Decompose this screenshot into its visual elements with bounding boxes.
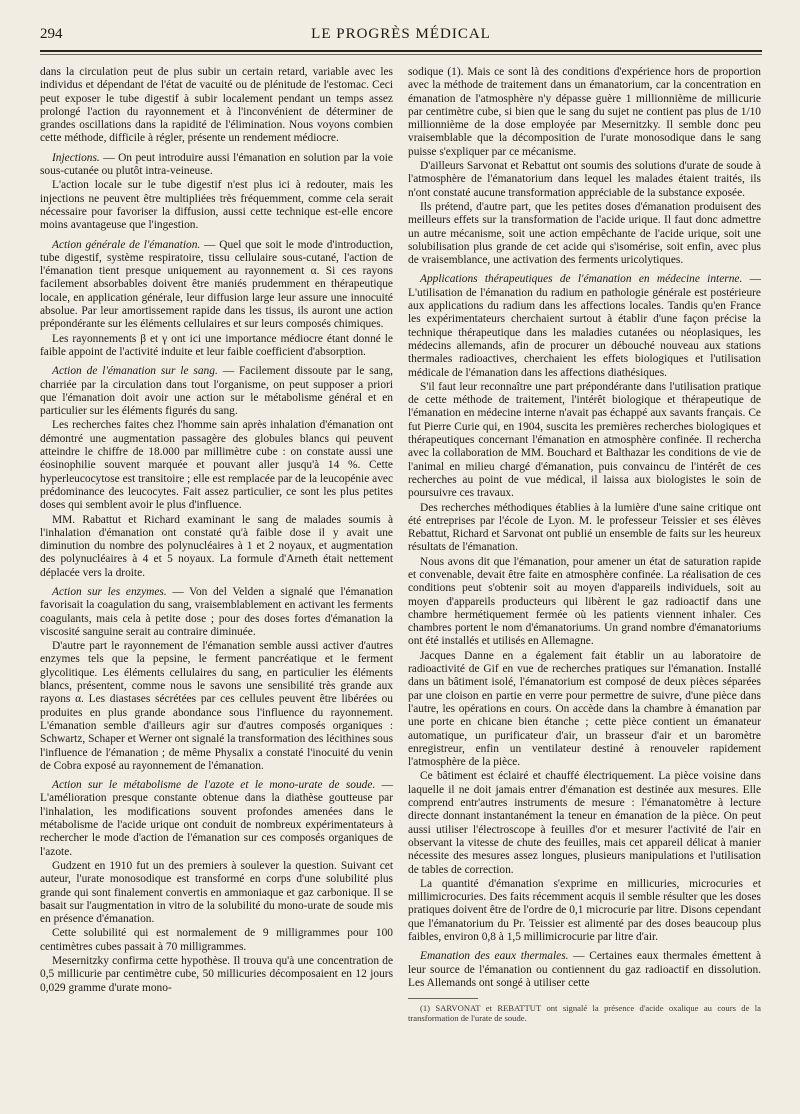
section-heading: Injections. bbox=[52, 151, 100, 164]
paragraph-text: Des recherches méthodiques établies à la lumière d'une saine critique ont été entreprises par l'école de Lyon. M. le professeur Teissier et ses élèves Rebattut, Richard et Sarvonat ont publié un ensemble de faits sur les heureux résultats de l'émanation. bbox=[408, 501, 761, 554]
journal-title: LE PROGRÈS MÉDICAL bbox=[311, 26, 491, 42]
paragraph-text: — Von del Velden a signalé que l'émanation favorisait la coagulation du sang, vraisemblablement en activant les ferments coagulants, mais cela à petite dose ; pour des doses fortes d'émanation la viscosité sanguine serait au contraire diminuée. bbox=[40, 585, 393, 638]
paragraph bbox=[40, 365, 393, 418]
paragraph bbox=[40, 779, 393, 859]
footnote: (1) SARVONAT et REBATTUT ont signalé la présence d'acide oxalique au cours de la transformation de l'urate de soude. bbox=[408, 1003, 761, 1024]
section-heading: Applications thérapeutiques de l'émanation en médecine interne. bbox=[420, 273, 743, 286]
paragraph bbox=[408, 950, 761, 990]
paragraph bbox=[408, 66, 761, 159]
paragraph bbox=[40, 333, 393, 360]
paragraph bbox=[408, 878, 761, 944]
paragraph-text: La quantité d'émanation s'exprime en millicuries, microcuries et millimicrocuries. Des faits récemment acquis il semble résulter que les doses pratiques doivent être de l'ordre de 0,1 microcurie par litre. Disons cependant que l'émanatorium du Pr. Teissier est alimenté par des doses beaucoup plus faibles, environ 0,8 à 1,5 millimicrocurie par litre d'air. bbox=[408, 877, 761, 943]
paragraph-text: Ils prétend, d'autre part, que les petites doses d'émanation produisent des meilleurs effets sur la transformation de l'acide urique. Il faut donc admettre un autre mécanisme, soit une action empêchante de l'acide urique, soit une solubilisation plus grande de cet acide qui s'isomérise, soit enfin, avec plus de vraisemblance, une activation des ferments uricolytiques. bbox=[408, 200, 761, 267]
paragraph-text: — L'utilisation de l'émanation du radium en pathologie générale est postérieure aux applications du radium dans les affections locales. Tandis qu'en France les expérimentateurs cherchaient surtout à établir d'une façon précise la technique thérapeutique dans les maladies cutanées ou néoplasiques, les médecins allemands, afin de procurer un débouché nouveau aux stations thermales radioactives, cherchaient les effets biologiques et l'utilisation médicale de l'émanation dans les affections diathésiques. bbox=[408, 273, 761, 379]
paragraph bbox=[40, 927, 393, 954]
paragraph bbox=[40, 66, 393, 146]
footnote-rule bbox=[408, 998, 478, 999]
section-heading: Emanation des eaux thermales. bbox=[420, 950, 569, 963]
paragraph bbox=[408, 556, 761, 649]
page-header bbox=[40, 26, 762, 48]
paragraph bbox=[408, 160, 761, 200]
paragraph bbox=[408, 770, 761, 876]
paragraph-text: — Facilement dissoute par le sang, charriée par la circulation dans tout l'organisme, on peut supposer a priori que l'émanation doit avoir une action sur le métabolisme général et en particulier sur les éléments figurés du sang. bbox=[40, 365, 393, 418]
paragraph bbox=[408, 273, 761, 379]
paragraph-text: L'action locale sur le tube digestif n'est plus ici à redouter, mais les injections ne peuvent être multipliées très fréquemment, comme cela serait nécessaire pour favoriser la diffusion, aussi cette technique est-elle encore moins avantageuse que l'ingestion. bbox=[40, 179, 393, 232]
paragraph-text: Mesernitzky confirma cette hypothèse. Il trouva qu'à une concentration de 0,5 millicurie par centimètre cube, 50 millicuries décomposaient en 12 jours 0,029 gramme d'urate mono- bbox=[40, 955, 393, 994]
paragraph bbox=[408, 502, 761, 555]
paragraph-text: Gudzent en 1910 fut un des premiers à soulever la question. Suivant cet auteur, l'urate monosodique est transformé en corps d'une solubilité plus grande qui sont finalement convertis en ammoniaque et gaz carbonique. Il se basait sur l'augmentation in vitro de la solubilité du mono-urate de soude mis en présence d'émanation. bbox=[40, 859, 393, 926]
section-heading: Action sur les enzymes. bbox=[52, 585, 167, 598]
right-column-body bbox=[408, 66, 761, 990]
paragraph bbox=[40, 955, 393, 995]
paragraph bbox=[40, 239, 393, 332]
section-heading: Action sur le métabolisme de l'azote et le mono-urate de soude. bbox=[52, 779, 376, 792]
page-number: 294 bbox=[40, 26, 63, 42]
paragraph-text: Cette solubilité qui est normalement de 9 milligrammes pour 100 centimètres cubes passait à 70 milligrammes. bbox=[40, 927, 393, 953]
paragraph-text: Ce bâtiment est éclairé et chauffé électriquement. La pièce voisine dans laquelle il ne doit jamais entrer d'émanation est destinée aux mesures. Elle comprend entr'autres instruments de mesure : l'émanatomètre à lecture directe donnant instantanément la teneur en émanation de la pièce. On peut aussi utiliser l'électroscope à feuilles d'or et mesurer l'activité de l'air en observant la vitesse de chute des feuilles, mais cet appareil délicat à manier nécessite des mesures assez longues, plusieurs manipulations et l'utilisation de tables de correction. bbox=[408, 770, 761, 876]
paragraph-text: dans la circulation peut de plus subir un certain retard, variable avec les individus et dépendant de l'état de vacuité ou de plénitude de l'estomac. Ceci peut exposer le tube digestif à subir localement pendant un temps assez prolongé l'action du rayonnement et à l'inconvénient de déterminer de grandes oscillations dans la rapidité de l'élimination. Nous voyons combien cette méthode, difficile à régler, présente un rendement médiocre. bbox=[40, 66, 393, 145]
paragraph bbox=[40, 514, 393, 580]
paragraph-text: MM. Rabattut et Richard examinant le sang de malades soumis à l'inhalation d'émanation ont constaté qu'à faible dose il y avait une diminution du nombre des polynucléaires à 1 et 2 noyaux, et augmentation des polynucléaires à 4 et 5 noyaux. La formule d'Arneth était nettement déplacée vers la droite. bbox=[40, 513, 393, 579]
right-column bbox=[408, 66, 761, 1024]
paragraph bbox=[408, 381, 761, 501]
paragraph-text: Les rayonnements β et γ ont ici une importance médiocre étant donné le faible appoint de l'activité induite et leur faible coefficient d'absorption. bbox=[40, 332, 393, 358]
header-rule-thin bbox=[40, 54, 762, 55]
left-column bbox=[40, 66, 393, 996]
paragraph-text: Nous avons dit que l'émanation, pour amener un état de saturation rapide et convenable, devait être faite en atmosphère confinée. La réalisation de ces conditions peut s'obtenir soit au moyen d'appareils individuels, soit au moyen d'appareils producteurs qui libèrent le gaz radioactif dans une chambre hermétiquement fermée où les patients viennent inhaler. Ces chambres portent le nom d'émanatoriums. Un grand nombre d'émanatoriums ont été installés et utilisés en Allemagne. bbox=[408, 555, 761, 648]
section-heading: Action de l'émanation sur le sang. bbox=[52, 365, 218, 378]
header-rule-thick bbox=[40, 50, 762, 52]
paragraph bbox=[40, 419, 393, 512]
paragraph-text: — Quel que soit le mode d'introduction, tube digestif, système respiratoire, tissu cellulaire sous-cutané, l'action de l'émanation tient presque uniquement au rayonnement α. Si ces rayons facilement absorbables doivent être maniés prudemment en thérapeutique locale, en application générale, leur diffusion large leur assure une innocuité absolue. Par leur amortissement rapide dans les tissus, ils auront une action prépondérante sur les éléments cellulaires et sur leurs composés chimiques. bbox=[40, 238, 394, 331]
paragraph bbox=[408, 650, 761, 770]
paragraph-text: — On peut introduire aussi l'émanation en solution par la voie sous-cutanée ou plutôt intra-veineuse. bbox=[40, 151, 393, 178]
paragraph-text: Jacques Danne en a également fait établir un au laboratoire de radioactivité de Gif en vue de recherches pratiques sur l'émanation. Installé dans un bâtiment isolé, l'émanatorium est composé de deux pièces séparées par une cloison en partie en verre pour permettre de suivre, d'une pièce dans l'autre, les opérations en cours. On accède dans la chambre à émanation par une porte en chicane bien étanche ; cette pièce contient un émanateur automatique, un purificateur d'air, un brasseur d'air et un baromètre enregistreur, enfin un ventilateur destiné à renouveler rapidement l'atmosphère de la pièce. bbox=[408, 649, 761, 769]
paragraph bbox=[40, 640, 393, 773]
paragraph bbox=[40, 586, 393, 639]
paragraph bbox=[40, 860, 393, 926]
paragraph bbox=[40, 179, 393, 232]
paragraph bbox=[408, 201, 761, 267]
paragraph-text: Les recherches faites chez l'homme sain après inhalation d'émanation ont démontré une augmentation passagère des globules blancs qui peuvent atteindre le chiffre de 18.000 par millimètre cube : on constate aussi une éosinophilie souvent marquée et pouvant aller jusqu'à 14 %. Cette hyperleucocytose est transitoire ; elle est remplacée par de la leucopénie avec prédominance des leucocytes. Fait assez particulier, ce sont les plus petites doses qui semblent avoir le plus d'influence. bbox=[40, 419, 393, 512]
paragraph-text: — Certaines eaux thermales émettent à leur source de l'émanation ou contiennent du gaz radioactif en dissolution. Les Allemands ont songé à utiliser cette bbox=[408, 950, 761, 989]
section-heading: Action générale de l'émanation. bbox=[52, 238, 201, 251]
paragraph-text: — L'amélioration presque constante obtenue dans la diathèse goutteuse par l'inhalation, les modifications souvent profondes amenées dans le métabolisme de l'acide urique ont conduit de nombreux expérimentateurs à rechercher le mode d'action de l'émanation sur ces composés organiques de l'azote. bbox=[40, 779, 393, 858]
paragraph-text: D'ailleurs Sarvonat et Rebattut ont soumis des solutions d'urate de soude à l'atmosphère de l'émanatorium dans lequel les malades étaient traités, ils n'ont constaté aucune transformation appréciable de la substance exposée. bbox=[408, 160, 761, 199]
paragraph bbox=[40, 152, 393, 179]
paragraph-text: D'autre part le rayonnement de l'émanation semble aussi activer d'autres enzymes tels que la pepsine, le ferment pancréatique et le ferment glycolitique. Les éléments cellulaires du sang, en particulier les éléments blancs, présentent, comme nous le savons une sensibilité très grande aux rayons α. Les diastases sécrétées par ces cellules peuvent être libérées ou produites en plus grande abondance sous l'influence du rayonnement. L'émanation semble d'ailleurs agir sur d'autres composés organiques : Schwartz, Schaper et Werner ont signalé la transformation des lécithines sous l'influence de l'émanation ; de même Physalix a constaté l'inocuité du venin de Cobra exposé au rayonnement de l'émanation. bbox=[40, 640, 393, 772]
paragraph-text: sodique (1). Mais ce sont là des conditions d'expérience hors de proportion avec la méthode de traitement dans un émanatorium, car la concentration en émanation de l'atmosphère n'y dépasse guère 1 millionnième de millicurie par centimètre cube, si bien que le sang du sujet ne contient pas plus de 1/10 millionnième de la dose employée par Mesernitzky. Il semble donc peu vraisemblable que la décomposition de l'urate monosodique dans le sang puisse s'expliquer par ce mécanisme. bbox=[408, 66, 761, 158]
paragraph-text: S'il faut leur reconnaître une part prépondérante dans l'utilisation pratique de cette méthode de traitement, l'intérêt biologique et thérapeutique de l'émanation en médecine interne n'avait pas échappé aux savants français. Ce fut Pierre Curie qui, en 1904, suscita les premières recherches biologiques et thérapeutiques concernant l'émanation en atmosphère confinée. Il rechercha avec la collaboration de MM. Bouchard et Balthazar les conditions de vie de l'animal en milieu chargé d'émanation, puis convaincu de l'intérêt de ces recherches au point de vue médical, il laissa aux biologistes le soin de poursuivre ces travaux. bbox=[408, 380, 761, 500]
